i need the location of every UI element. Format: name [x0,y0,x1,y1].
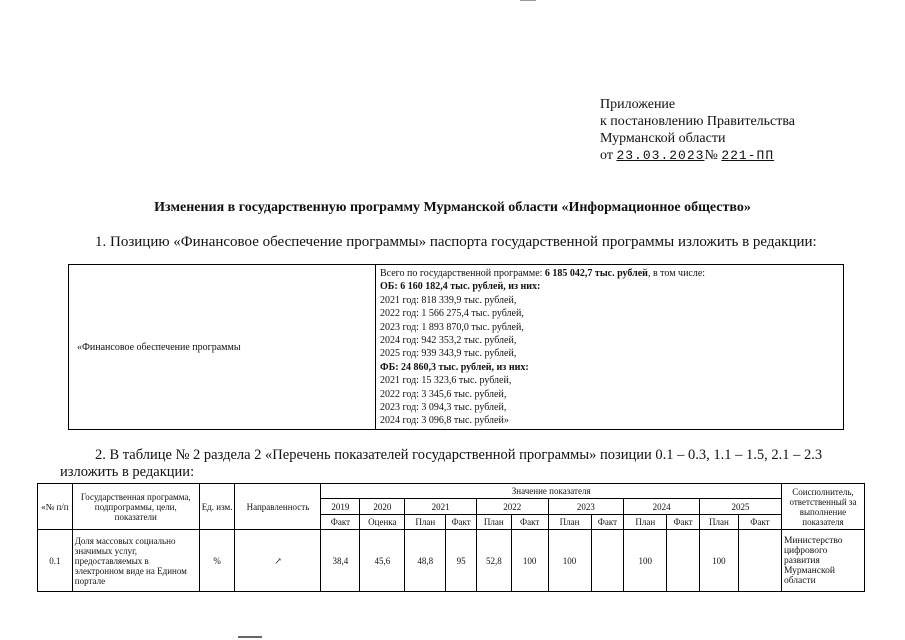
date-prefix: от [600,148,613,163]
header-num: «№ п/п [38,484,73,530]
financing-details [376,265,843,429]
financing-total [380,267,839,280]
fb-line: 2023 год: 3 094,3 тыс. рублей, [380,402,507,414]
sub-header: План [624,515,667,530]
appendix-line-2: к постановлению Правительства [600,114,796,129]
row-unit: % [199,530,235,592]
ob-line: 2021 год: 818 339,9 тыс. рублей, [380,294,517,306]
year-2022: 2022 [476,499,548,515]
financing-label: «Финансовое обеспечение программы [69,265,376,429]
appendix-block [600,96,795,164]
value-cell: 48,8 [405,530,446,592]
sub-header: План [548,515,591,530]
total-value: 6 185 042,7 тыс. рублей [544,268,648,279]
sub-header: Оценка [360,515,405,530]
sub-header: Факт [591,515,624,530]
fb-line: 2022 год: 3 345,6 тыс. рублей, [380,388,507,400]
row-indicator-name: Доля массовых социально значимых услуг, предоставляемых в электронном виде на Едином портале [72,530,199,592]
value-cell: 100 [511,530,548,592]
document-title: Изменения в государственную программу Мурманской области «Информационное общество» [154,200,751,215]
top-scan-mark [520,0,536,1]
value-cell: 100 [624,530,667,592]
fb-line: 2021 год: 15 323,6 тыс. рублей, [380,375,512,387]
ob-line: 2022 год: 1 566 275,4 тыс. рублей, [380,308,524,320]
decree-date: 23.03.2023 [616,148,705,163]
ob-line: 2024 год: 942 353,2 тыс. рублей, [380,335,517,347]
decree-number: 221-ПП [721,148,775,163]
year-2019: 2019 [321,499,360,515]
header-program: Государственная программа, подпрограммы, цели, показатели [72,484,199,530]
year-2021: 2021 [405,499,477,515]
ob-line: 2023 год: 1 893 870,0 тыс. рублей, [380,321,524,333]
value-cell: 45,6 [360,530,405,592]
bottom-scan-mark [238,636,262,638]
year-2023: 2023 [548,499,624,515]
ob-line: 2025 год: 939 343,9 тыс. рублей, [380,348,517,360]
year-2024: 2024 [624,499,700,515]
value-cell: 95 [446,530,477,592]
value-cell: 100 [548,530,591,592]
year-2020: 2020 [360,499,405,515]
row-executor: Министерство цифрового развития Мурманской области [781,530,864,592]
header-direction: Направленность [235,484,321,530]
sub-header: План [476,515,511,530]
header-executor: Соисполнитель, ответственный за выполнение показателя [781,484,864,530]
appendix-line-3: Мурманской области [600,131,726,146]
header-unit: Ед. изм. [199,484,235,530]
sub-header: План [699,515,738,530]
row-direction: ↗ [235,530,321,592]
paragraph-2: 2. В таблице № 2 раздела 2 «Перечень показателей государственной программы» позиции 0.1 – 0.3, 1.1 – 1.5, 2.1 – 2.3 изложить в редакции: [60,447,823,480]
value-cell [667,530,700,592]
ob-header: ОБ: 6 160 182,4 тыс. рублей, из них: [380,281,541,293]
header-value: Значение показателя [321,484,782,499]
sub-header: Факт [511,515,548,530]
year-2025: 2025 [699,499,781,515]
appendix-line-1: Приложение [600,97,676,112]
sub-header: Факт [738,515,781,530]
sub-header: Факт [321,515,360,530]
value-cell: 52,8 [476,530,511,592]
paragraph-1: 1. Позицию «Финансовое обеспечение программы» паспорта государственной программы изложить в редакции: [95,234,817,250]
row-num: 0.1 [38,530,73,592]
total-suffix: , в том числе: [647,268,706,279]
sub-header: Факт [446,515,477,530]
value-cell: 38,4 [321,530,360,592]
financing-table [68,264,844,430]
appendix-date-line [600,147,795,164]
fb-line: 2024 год: 3 096,8 тыс. рублей» [380,415,509,427]
total-prefix: Всего по государственной программе: [380,268,545,279]
value-cell [591,530,624,592]
value-cell [738,530,781,592]
fb-header: ФБ: 24 860,3 тыс. рублей, из них: [380,361,529,373]
sub-header: План [405,515,446,530]
sub-header: Факт [667,515,700,530]
number-prefix: № [704,148,718,163]
value-cell: 100 [699,530,738,592]
table-row [38,530,865,592]
indicators-table [37,483,865,592]
